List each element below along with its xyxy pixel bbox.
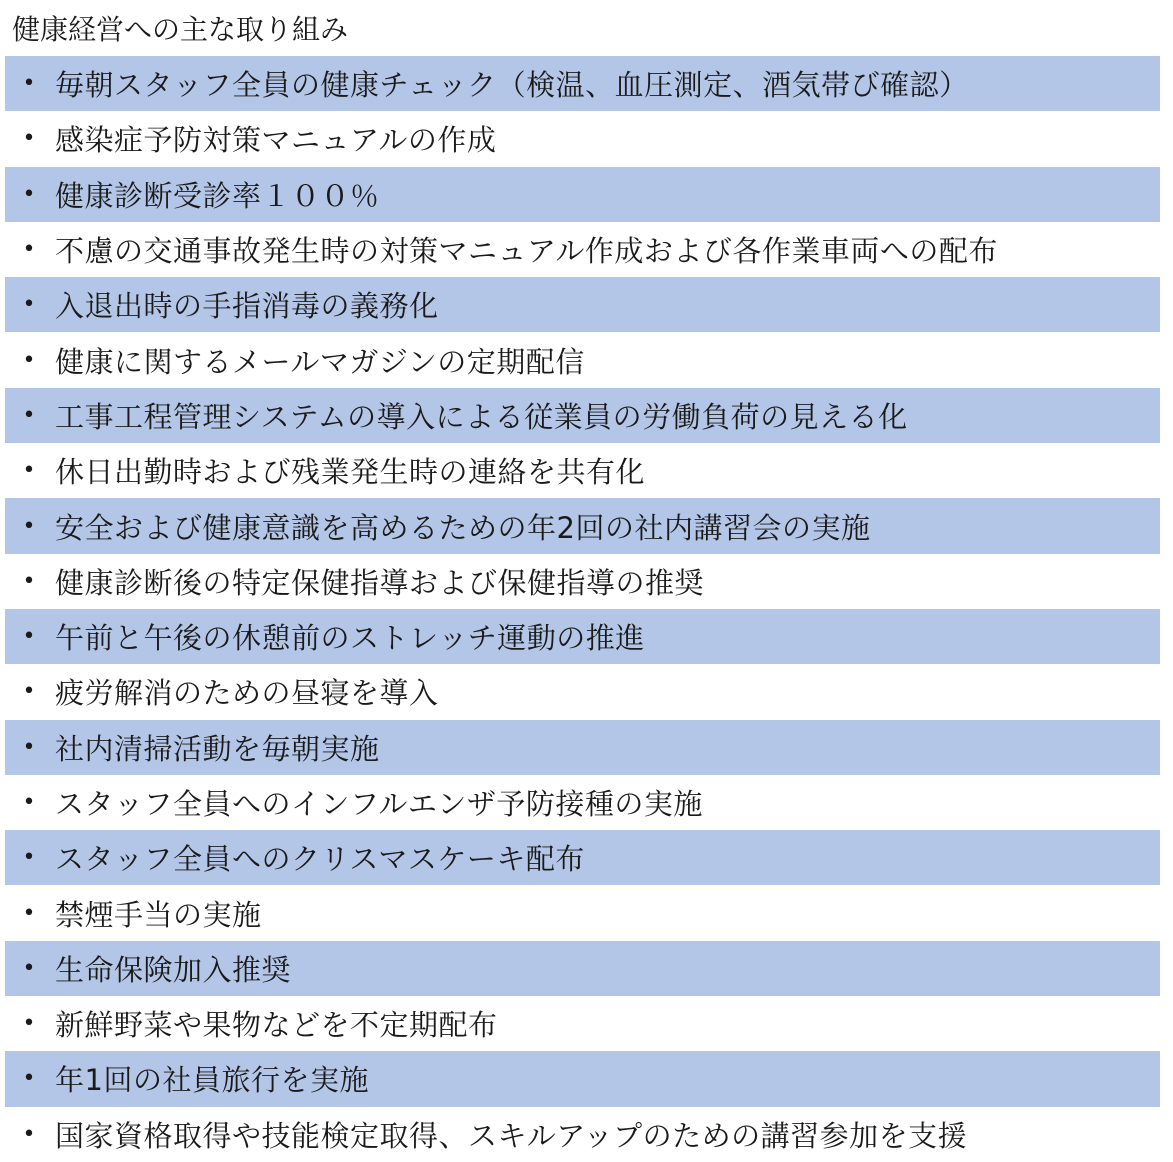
list-item-text: 疲労解消のための昼寝を導入 (55, 676, 439, 711)
list-item-text: 毎朝スタッフ全員の健康チェック（検温、血圧測定、酒気帯び確認） (55, 68, 969, 103)
bullet-icon: • (22, 955, 36, 981)
list-item-text: 健康に関するメールマガジンの定期配信 (55, 344, 585, 379)
bullet-icon: • (22, 900, 36, 926)
list-item (5, 498, 1160, 553)
list-item-text: 禁煙手当の実施 (55, 897, 262, 932)
list-item (5, 277, 1160, 332)
list-item-text: 安全および健康意識を高めるための年2回の社内講習会の実施 (55, 510, 871, 545)
list-item-text: 国家資格取得や技能検定取得、スキルアップのための講習参加を支援 (55, 1118, 968, 1153)
list-item (5, 885, 1160, 940)
list-item-text: 感染症予防対策マニュアルの作成 (55, 123, 497, 158)
list-item (5, 996, 1160, 1051)
bullet-icon: • (22, 181, 36, 207)
bullet-icon: • (22, 568, 36, 594)
list-item (5, 664, 1160, 719)
bullet-icon: • (22, 734, 36, 760)
list-item-text: 工事工程管理システムの導入による従業員の労働負荷の見える化 (55, 399, 908, 434)
bullet-icon: • (22, 790, 36, 815)
list-item-text: 社内清掃活動を毎朝実施 (55, 731, 380, 766)
bullet-icon: • (22, 1121, 36, 1147)
list-item-text: 不慮の交通事故発生時の対策マニュアル作成および各作業車両への配布 (55, 234, 998, 269)
list-item (5, 56, 1160, 111)
list-item (5, 222, 1160, 277)
list-item (5, 775, 1160, 830)
list-item-text: スタッフ全員へのクリスマスケーキ配布 (55, 842, 585, 877)
initiatives-list (5, 56, 1160, 1162)
list-item-text: 休日出勤時および残業発生時の連絡を共有化 (55, 455, 646, 490)
list-item (5, 332, 1160, 387)
bullet-icon: • (22, 126, 36, 152)
list-item (5, 1051, 1160, 1106)
bullet-icon: • (22, 1011, 36, 1037)
list-item-text: 健康診断後の特定保健指導および保健指導の推奨 (55, 565, 705, 600)
bullet-icon: • (22, 845, 36, 871)
list-item (5, 167, 1160, 222)
list-item (5, 111, 1160, 166)
bullet-icon: • (22, 402, 36, 428)
list-item (5, 388, 1160, 443)
bullet-icon: • (22, 347, 36, 373)
list-item-text: 健康診断受診率１００％ (55, 178, 380, 213)
bullet-icon: • (22, 513, 36, 539)
list-item (5, 554, 1160, 609)
list-item (5, 941, 1160, 996)
bullet-icon: • (22, 71, 36, 97)
bullet-icon: • (22, 458, 36, 484)
bullet-icon: • (22, 679, 36, 705)
bullet-icon: • (22, 292, 36, 318)
list-item-text: 新鮮野菜や果物などを不定期配布 (55, 1008, 498, 1043)
bullet-icon: • (22, 237, 36, 263)
list-item (5, 830, 1160, 885)
bullet-icon: • (22, 624, 36, 650)
page-title: 健康経営への主な取り組み (12, 13, 349, 46)
list-item-text: 午前と午後の休憩前のストレッチ運動の推進 (55, 621, 645, 656)
list-item-text: 生命保険加入推奨 (55, 952, 292, 987)
list-item (5, 1107, 1160, 1162)
bullet-icon: • (22, 1066, 36, 1092)
list-item-text: 入退出時の手指消毒の義務化 (55, 289, 439, 324)
list-item (5, 443, 1160, 498)
list-item (5, 720, 1160, 775)
list-item (5, 609, 1160, 664)
list-item-text: 年1回の社員旅行を実施 (55, 1063, 369, 1098)
list-item-text: スタッフ全員へのインフルエンザ予防接種の実施 (55, 787, 703, 821)
